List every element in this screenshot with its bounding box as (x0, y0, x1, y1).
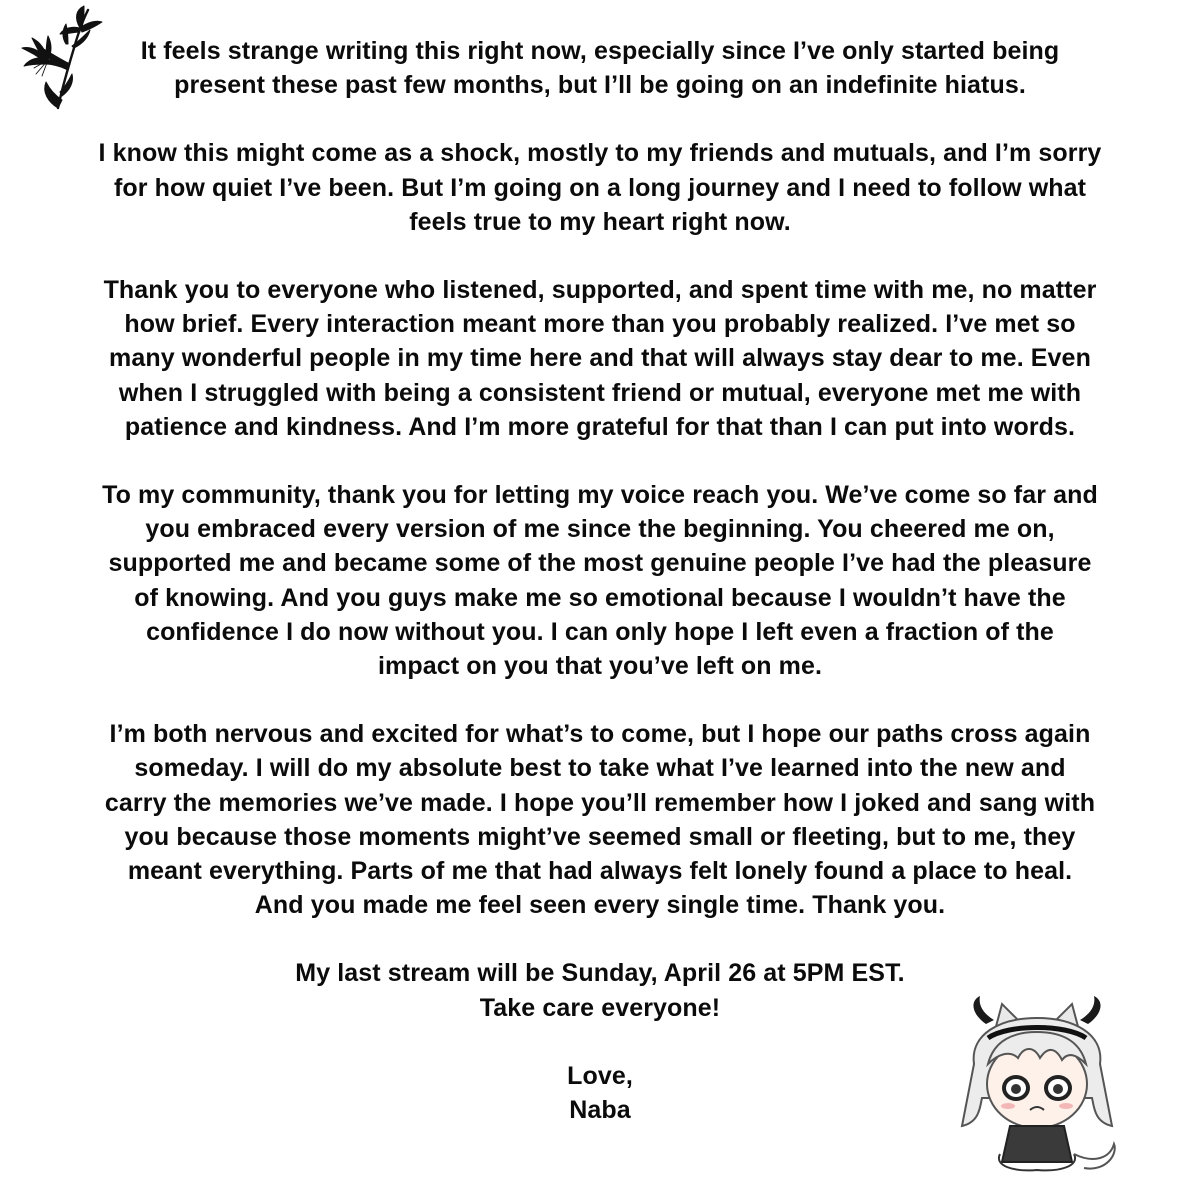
paragraph-community: To my community, thank you for letting my voice reach you. We’ve come so far and you embraced every version of me since the beginning. You cheered me on, supported me and became some of the most genuine people I’ve had the pleasure of knowing. And you guys make me so emotional because I wouldn’t have the confidence I do now without you. I can only hope I left even a fraction of the impact on you that you’ve left on me. (102, 481, 1098, 681)
chibi-avatar-icon (944, 994, 1130, 1174)
closing-word: Love, (567, 1061, 633, 1090)
signature: Naba (569, 1096, 631, 1125)
paragraph-apology: I know this might come as a shock, mostly to my friends and mutuals, and I’m sorry for how quiet I’ve been. But I’m going on a long journey and I need to follow what feels true to my heart right now. (98, 139, 1102, 236)
paragraph-hiatus: It feels strange writing this right now, especially since I’ve only started being present these past few months, but I’ll be going on an indefinite hiatus. (140, 37, 1060, 100)
letter-body (80, 34, 1120, 1127)
paragraph-thanks: Thank you to everyone who listened, supported, and spent time with me, no matter how brief. Every interaction meant more than you probably realized. I’ve met so many wonderful people in my time here and that will always stay dear to me. Even when I struggled with being a consistent friend or mutual, everyone met me with patience and kindness. And I’m more grateful for that than I can put into words. (103, 276, 1097, 441)
paragraph-future: I’m both nervous and excited for what’s to come, but I hope our paths cross again someday. I will do my absolute best to take what I’ve learned into the new and carry the memories we’ve made. I hope you’ll remember how I joked and sang with you because those moments might’ve seemed small or fleeting, but to me, they meant everything. Parts of me that had always felt lonely found a place to heal. And you made me feel seen every single time. Thank you. (104, 720, 1096, 920)
stream-notice: My last stream will be Sunday, April 26 at 5PM EST. Take care everyone! (295, 959, 905, 1022)
